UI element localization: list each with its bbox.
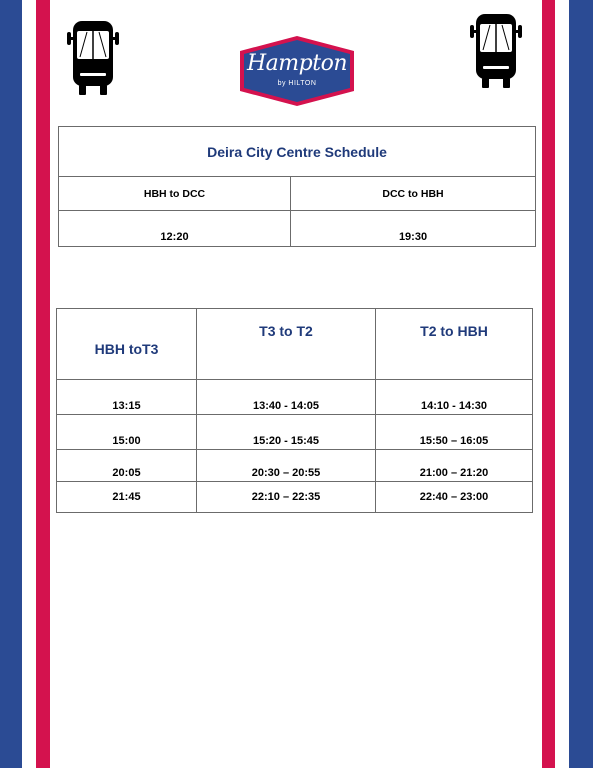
terminal-header-t2-to-hbh: T2 to HBH	[376, 309, 533, 380]
logo-brand-sub: by HILTON	[277, 80, 317, 87]
table-cell: 14:10 - 14:30	[376, 380, 533, 415]
hampton-logo	[238, 35, 356, 107]
table-cell: 20:30 – 20:55	[197, 450, 376, 482]
dcc-time-dcc-to-hbh: 19:30	[291, 211, 536, 247]
table-row	[57, 380, 533, 415]
bus-icon	[470, 14, 522, 88]
table-row	[57, 415, 533, 450]
logo-brand-name: Hampton	[246, 51, 347, 76]
dcc-schedule-title: Deira City Centre Schedule	[59, 127, 536, 177]
table-cell: 21:45	[57, 482, 197, 513]
table-cell: 13:15	[57, 380, 197, 415]
table-cell: 22:10 – 22:35	[197, 482, 376, 513]
dcc-time-hbh-to-dcc: 12:20	[59, 211, 291, 247]
right-red-stripe	[542, 0, 555, 768]
table-cell: 15:50 – 16:05	[376, 415, 533, 450]
table-cell: 15:20 - 15:45	[197, 415, 376, 450]
table-row	[59, 211, 536, 247]
terminal-header-hbh-to-t3: HBH toT3	[57, 309, 197, 380]
table-cell: 15:00	[57, 415, 197, 450]
right-blue-stripe	[569, 0, 593, 768]
table-cell: 21:00 – 21:20	[376, 450, 533, 482]
table-cell: 20:05	[57, 450, 197, 482]
table-row	[57, 450, 533, 482]
left-blue-stripe	[0, 0, 22, 768]
terminal-schedule-table	[56, 308, 533, 513]
table-row	[57, 482, 533, 513]
dcc-header-dcc-to-hbh: DCC to HBH	[291, 177, 536, 211]
terminal-header-t3-to-t2: T3 to T2	[197, 309, 376, 380]
bus-icon	[67, 21, 119, 95]
table-cell: 22:40 – 23:00	[376, 482, 533, 513]
dcc-header-hbh-to-dcc: HBH to DCC	[59, 177, 291, 211]
table-cell: 13:40 - 14:05	[197, 380, 376, 415]
dcc-schedule-table	[58, 126, 536, 247]
left-red-stripe	[36, 0, 50, 768]
